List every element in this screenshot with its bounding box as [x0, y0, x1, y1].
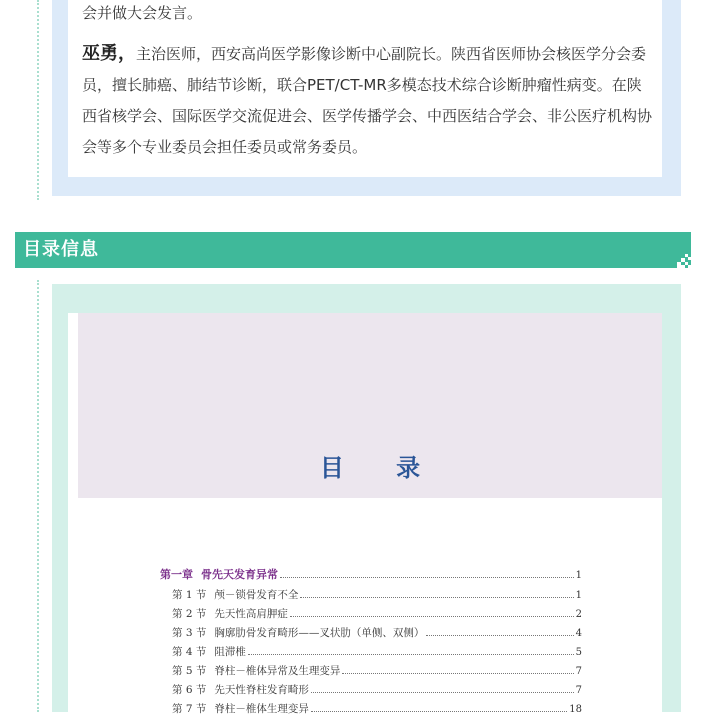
dotted-guide-line-top	[37, 0, 39, 200]
toc-section-title: 胸廓肋骨发育畸形——叉状肋（单侧、双侧）	[214, 627, 425, 639]
toc-section-page: 5	[575, 647, 582, 658]
toc-section-title: 颅－锁骨发育不全	[214, 589, 299, 601]
toc-section-title: 先天性脊柱发育畸形	[214, 684, 309, 696]
bio-paragraph	[82, 38, 652, 163]
toc-section-row	[172, 643, 582, 662]
section-header	[15, 232, 691, 268]
toc-leader-dots	[311, 692, 574, 693]
toc-section-label: 第 1 节	[172, 589, 207, 601]
toc-leader-dots	[290, 616, 574, 617]
toc-section-page: 4	[575, 628, 582, 639]
toc-leader-dots	[426, 635, 573, 636]
toc-section-label: 第 6 节	[172, 684, 207, 696]
toc-section-label: 第 2 节	[172, 608, 207, 620]
toc-leader-dots	[280, 577, 574, 578]
toc-section-label: 第 5 节	[172, 665, 207, 677]
toc-leader-dots	[248, 654, 574, 655]
toc-section-row	[172, 624, 582, 643]
toc-leader-dots	[342, 673, 573, 674]
toc-chapter-page: 1	[575, 570, 582, 581]
bio-previous-line: 会并做大会发言。	[82, 4, 203, 22]
bio-name: 巫勇，	[82, 43, 136, 64]
toc-section-row	[172, 662, 582, 681]
section-title: 目录信息	[23, 239, 99, 260]
toc-section-page: 7	[575, 685, 582, 696]
toc-section-label: 第 3 节	[172, 627, 207, 639]
toc-section-label: 第 7 节	[172, 703, 207, 715]
toc-title: 目 录	[319, 453, 443, 482]
toc-section-row	[172, 700, 582, 719]
pixel-corner-icon	[677, 254, 691, 268]
dotted-guide-line-bottom	[37, 280, 39, 712]
bio-text: 主治医师，西安高尚医学影像诊断中心副院长。陕西省医师协会核医学分会委员，擅长肺癌、肺结节诊断，联合PET/CT-MR多模态技术综合诊断肿瘤性病变。在陕西省核学会、国际医学交流促进会、医学传播学会、中西医结合学会、非公医疗机构协会等多个专业委员会担任委员或常务委员。	[82, 45, 653, 156]
toc-chapter-label: 第一章	[160, 568, 193, 581]
toc-leader-dots	[300, 597, 573, 598]
toc-section-row	[172, 586, 582, 605]
toc-section-title: 阻滞椎	[214, 646, 246, 658]
toc-section-title: 脊柱－椎体异常及生理变异	[214, 665, 341, 677]
toc-section-page: 2	[575, 609, 582, 620]
toc-section-label: 第 4 节	[172, 646, 207, 658]
toc-section-page: 18	[569, 704, 582, 715]
toc-section-title: 脊柱－椎体生理变异	[214, 703, 309, 715]
toc-section-page: 1	[575, 590, 582, 601]
toc-chapter-row	[160, 565, 582, 584]
toc-section-page: 7	[575, 666, 582, 677]
toc-section-title: 先天性高肩胛症	[214, 608, 288, 620]
toc-section-row	[172, 605, 582, 624]
toc-chapter-title: 骨先天发育异常	[201, 568, 278, 581]
toc-section-row	[172, 681, 582, 700]
